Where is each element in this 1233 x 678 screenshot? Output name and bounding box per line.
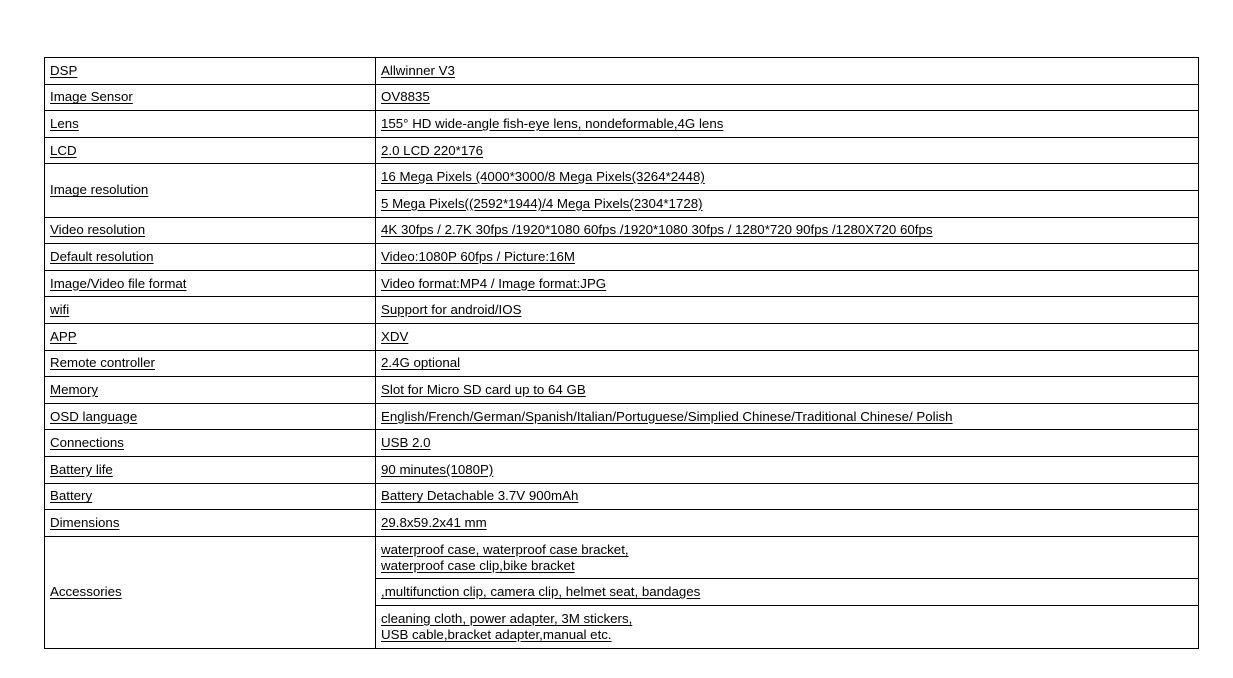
spec-row xyxy=(45,137,1199,164)
spec-label: wifi xyxy=(45,297,376,324)
spec-value: Battery Detachable 3.7V 900mAh xyxy=(376,483,1199,510)
spec-value: Video:1080P 60fps / Picture:16M xyxy=(376,244,1199,271)
spec-value: 4K 30fps / 2.7K 30fps /1920*1080 60fps /1920*1080 30fps / 1280*720 90fps /1280X720 60fps xyxy=(376,217,1199,244)
spec-label: Battery xyxy=(45,483,376,510)
spec-value xyxy=(376,536,1199,579)
spec-value: Video format:MP4 / Image format:JPG xyxy=(376,270,1199,297)
spec-value: 5 Mega Pixels((2592*1944)/4 Mega Pixels(2304*1728) xyxy=(376,190,1199,217)
spec-label: Remote controller xyxy=(45,350,376,377)
spec-value: 29.8x59.2x41 mm xyxy=(376,510,1199,537)
spec-label: Image Sensor xyxy=(45,84,376,111)
spec-row xyxy=(45,430,1199,457)
spec-row xyxy=(45,84,1199,111)
spec-value-line: cleaning cloth, power adapter, 3M stickers, xyxy=(381,610,633,626)
spec-label: APP xyxy=(45,323,376,350)
spec-value: OV8835 xyxy=(376,84,1199,111)
spec-value: XDV xyxy=(376,323,1199,350)
spec-value: USB 2.0 xyxy=(376,430,1199,457)
spec-value xyxy=(376,579,1199,606)
spec-row xyxy=(45,164,1199,191)
spec-value: 2.4G optional xyxy=(376,350,1199,377)
spec-table-body xyxy=(45,58,1199,649)
spec-row xyxy=(45,456,1199,483)
spec-value: 90 minutes(1080P) xyxy=(376,456,1199,483)
spec-label: OSD language xyxy=(45,403,376,430)
spec-label: Accessories xyxy=(45,536,376,648)
spec-value-line: waterproof case clip,bike bracket xyxy=(381,557,575,573)
spec-value-line: ,multifunction clip, camera clip, helmet seat, bandages xyxy=(381,584,701,600)
spec-label: Memory xyxy=(45,377,376,404)
spec-row xyxy=(45,58,1199,85)
spec-row xyxy=(45,270,1199,297)
spec-row xyxy=(45,244,1199,271)
spec-row xyxy=(45,403,1199,430)
spec-row xyxy=(45,323,1199,350)
spec-label: Dimensions xyxy=(45,510,376,537)
spec-label: LCD xyxy=(45,137,376,164)
spec-label: DSP xyxy=(45,58,376,85)
spec-label: Lens xyxy=(45,111,376,138)
spec-label: Connections xyxy=(45,430,376,457)
spec-value: 2.0 LCD 220*176 xyxy=(376,137,1199,164)
spec-label: Battery life xyxy=(45,456,376,483)
spec-row xyxy=(45,297,1199,324)
spec-label: Default resolution xyxy=(45,244,376,271)
spec-label: Image resolution xyxy=(45,164,376,217)
spec-value: 16 Mega Pixels (4000*3000/8 Mega Pixels(3264*2448) xyxy=(376,164,1199,191)
spec-row xyxy=(45,377,1199,404)
spec-row xyxy=(45,536,1199,579)
spec-table xyxy=(44,57,1199,649)
spec-label: Image/Video file format xyxy=(45,270,376,297)
spec-row xyxy=(45,510,1199,537)
spec-row xyxy=(45,217,1199,244)
spec-value-line: USB cable,bracket adapter,manual etc. xyxy=(381,626,612,642)
spec-value-line: waterproof case, waterproof case bracket, xyxy=(381,541,629,557)
spec-label: Video resolution xyxy=(45,217,376,244)
spec-value xyxy=(376,605,1199,648)
spec-value: Allwinner V3 xyxy=(376,58,1199,85)
spec-value: Slot for Micro SD card up to 64 GB xyxy=(376,377,1199,404)
spec-row xyxy=(45,350,1199,377)
spec-value: English/French/German/Spanish/Italian/Portuguese/Simplied Chinese/Traditional Chinese/ Polish xyxy=(376,403,1199,430)
spec-row xyxy=(45,111,1199,138)
spec-row xyxy=(45,483,1199,510)
spec-value: 155° HD wide-angle fish-eye lens, nondeformable,4G lens xyxy=(376,111,1199,138)
spec-value: Support for android/IOS xyxy=(376,297,1199,324)
